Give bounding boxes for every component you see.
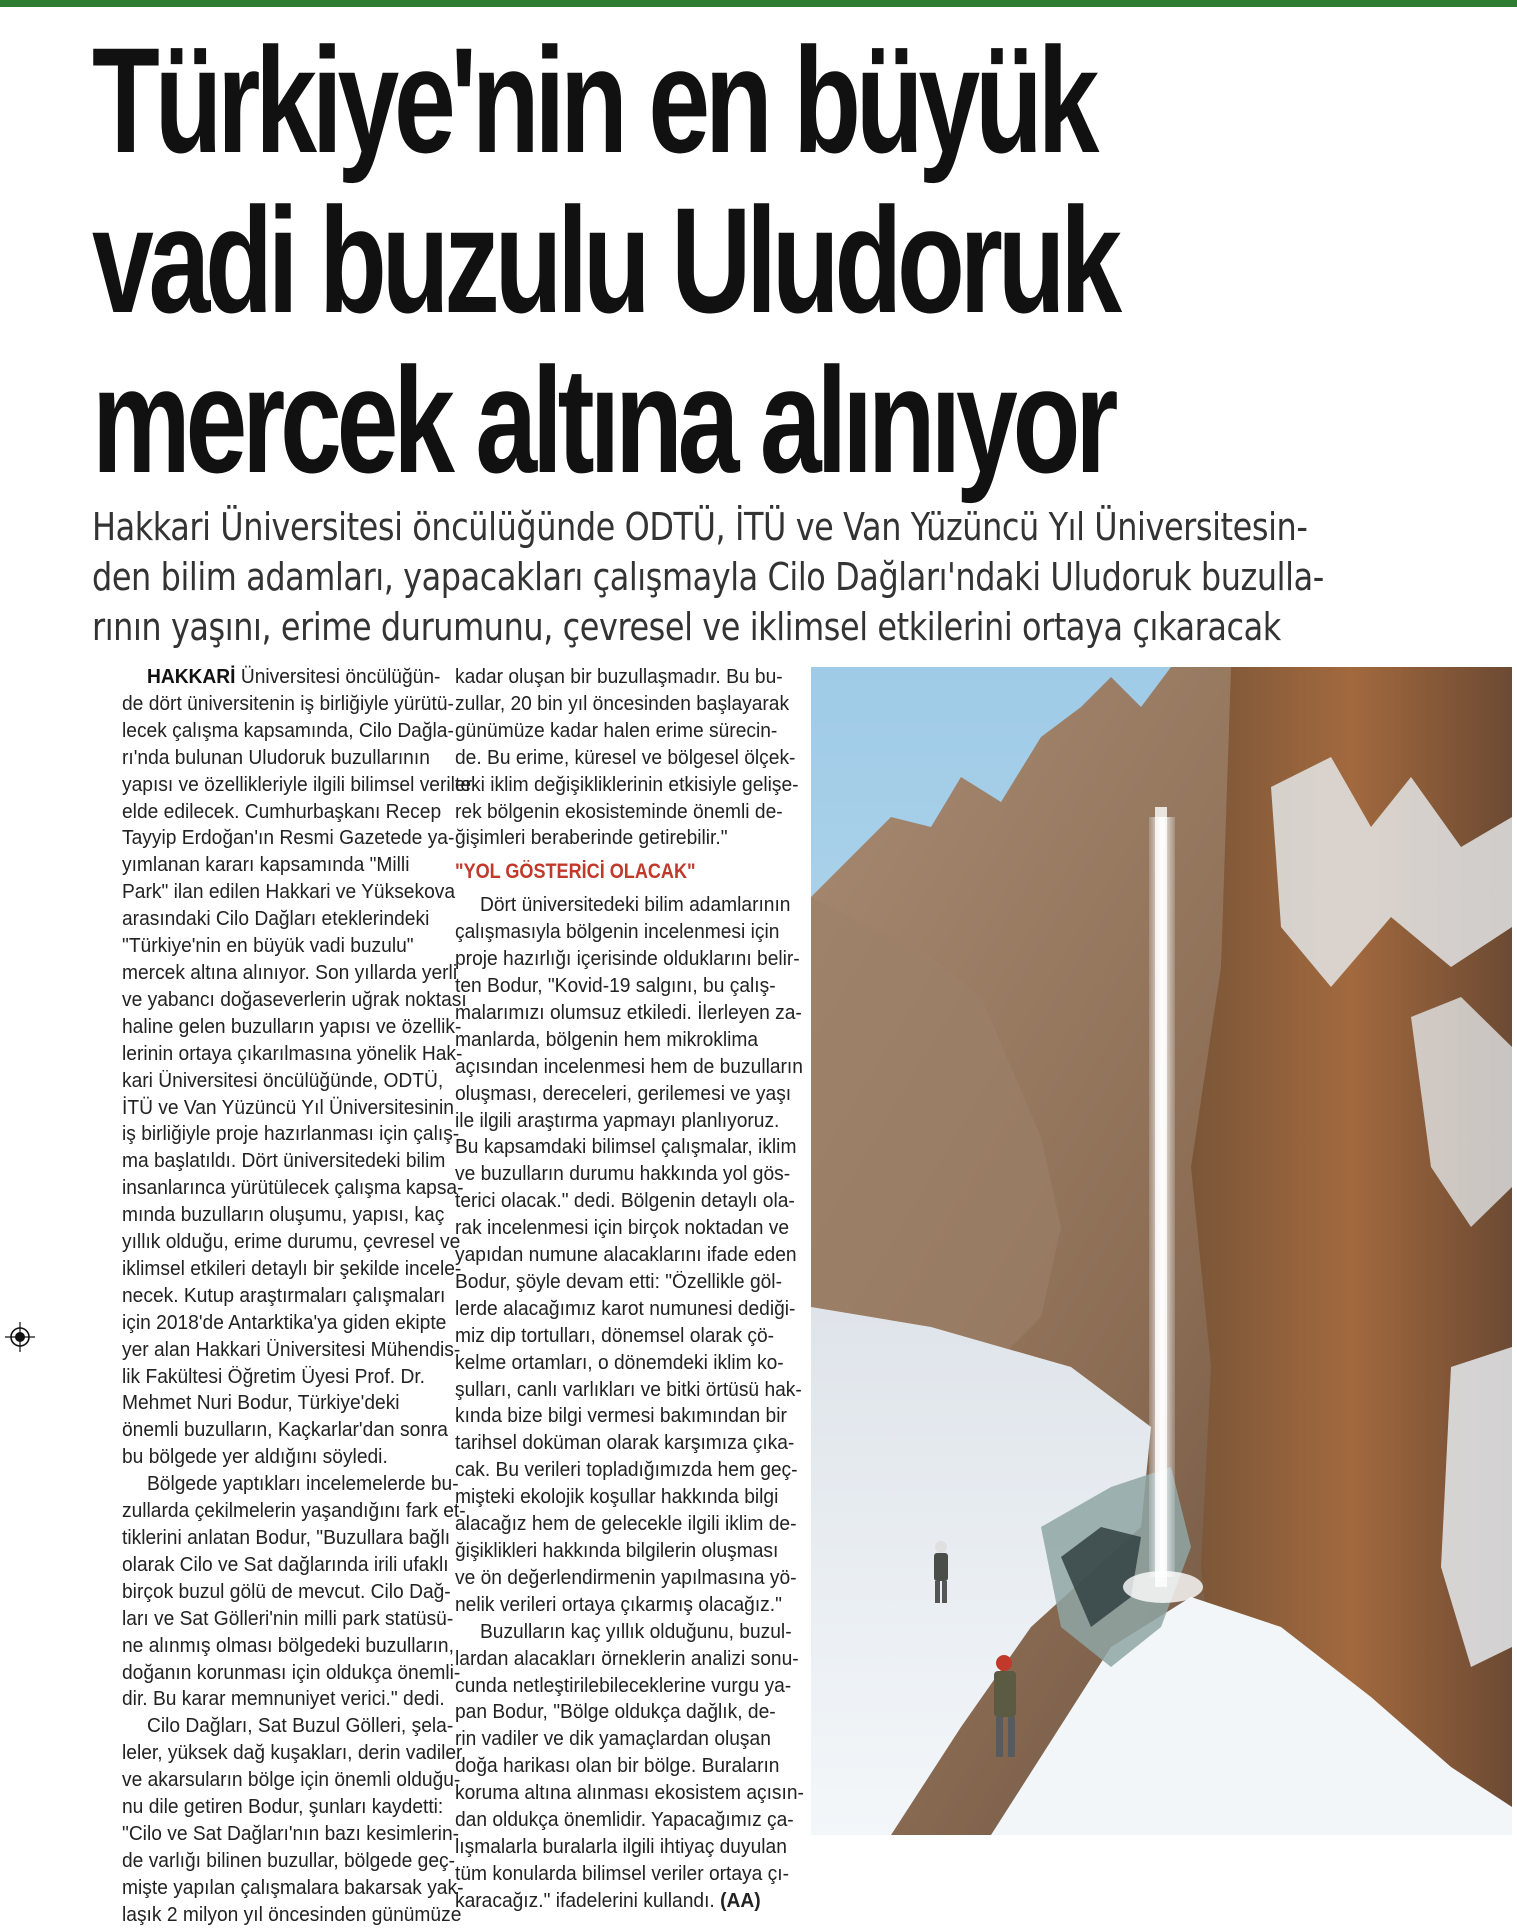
first-line — [122, 664, 444, 691]
text-line: Bodur, şöyle devam etti: "Özellikle göl- — [455, 1270, 782, 1293]
text-line: zullar, 20 bin yıl öncesinden başlayarak — [455, 692, 790, 715]
text-line: dan oldukça önemlidir. Yapacağımız ça- — [455, 1809, 794, 1832]
text-line: iş birliğiyle proje hazırlanması için çalış- — [122, 1123, 460, 1146]
text-line: yımlanan kararı kapsamında "Milli — [122, 854, 410, 877]
text-line: lardan alacakları örneklerin analizi sonu- — [455, 1647, 799, 1670]
text-line: kında bize bilgi vermesi bakımından bir — [455, 1405, 787, 1428]
text-line: Bu kapsamdaki bilimsel çalışmalar, iklim — [455, 1136, 797, 1159]
text-line: arasındaki Cilo Dağları eteklerindeki — [122, 908, 430, 931]
text-line: cak. Bu verileri topladığımızda hem geç- — [455, 1459, 798, 1482]
text-line: malarımızı olumsuz etkiledi. İlerleyen za- — [455, 1001, 802, 1024]
text-line: lerde alacağımız karot numunesi dediği- — [455, 1297, 796, 1320]
text-line: haline gelen buzulların yapısı ve özellik- — [122, 1015, 462, 1038]
text-line: koruma altına alınması ekosistem açısın- — [455, 1782, 804, 1805]
text-line: nu dile getiren Bodur, şunları kaydetti: — [122, 1796, 444, 1819]
text-line: İTÜ ve Van Yüzüncü Yıl Üniversitesinin — [122, 1096, 454, 1119]
text-line: ma başlatıldı. Dört üniversitedeki bilim — [122, 1150, 446, 1173]
text-line: terici olacak." dedi. Bölgenin detaylı ola- — [455, 1190, 795, 1213]
registration-mark-icon — [5, 1322, 35, 1352]
text-line: mercek altına alınıyor. Son yıllarda yerli — [122, 961, 458, 984]
text-line: Park" ilan edilen Hakkari ve Yüksekova — [122, 881, 456, 904]
column-2-bottom-lines — [455, 892, 804, 1888]
text-line: proje hazırlığı içerisinde olduklarını belir- — [455, 948, 800, 971]
headline — [92, 16, 1135, 504]
deck-line: Hakkari Üniversitesi öncülüğünde ODTÜ, İTÜ ve Van Yüzüncü Yıl Üniversitesin- — [92, 505, 1308, 549]
text-line: açısından incelenmesi hem de buzulların — [455, 1055, 803, 1078]
text-line: olarak Cilo ve Sat dağlarında irili ufaklı — [122, 1553, 449, 1576]
text-line: birçok buzul gölü de mevcut. Cilo Dağ- — [122, 1580, 451, 1603]
text-line: bu bölgede yer aldığını söyledi. — [122, 1446, 388, 1469]
text-line: lerinin ortaya çıkarılmasına yönelik Hak- — [122, 1042, 463, 1065]
text-line: lecek çalışma kapsamında, Cilo Dağla- — [122, 719, 454, 742]
text-line: önemli buzulların, Kaçkarlar'dan sonra — [122, 1419, 448, 1442]
text-line: şulları, canlı varlıkları ve bitki örtüsü hak- — [455, 1378, 802, 1401]
text-line: ve ön değerlendirmenin yapılmasına yö- — [455, 1566, 797, 1589]
text-line: "Cilo ve Sat Dağları'nın bazı kesimlerin- — [122, 1822, 460, 1845]
text-line: kelme ortamları, o dönemdeki iklim ko- — [455, 1351, 784, 1374]
body-column-2 — [455, 664, 804, 1915]
photo-illustration — [811, 667, 1512, 1835]
text-line: ğişiklikleri hakkında bilgilerin oluşması — [455, 1540, 779, 1562]
text-line: insanlarınca yürütülecek çalışma kapsa- — [122, 1177, 464, 1200]
top-color-bar — [0, 0, 1517, 7]
text-line: ve akarsuların bölge için önemli olduğu- — [122, 1769, 461, 1792]
text-line: lışmalarla buralarla ilgili ihtiyaç duyulan — [455, 1835, 787, 1858]
text-line: ile ilgili araştırma yapmayı planlıyoruz. — [455, 1109, 780, 1132]
text-line: ve yabancı doğaseverlerin uğrak noktası — [122, 988, 467, 1011]
text-line: ları ve Sat Gölleri'nin milli park statüsü- — [122, 1607, 454, 1630]
text-line: ğişimleri beraberinde getirebilir." — [455, 827, 728, 850]
text-line: kadar oluşan bir buzullaşmadır. Bu bu- — [455, 666, 783, 688]
text-line: Dört üniversitedeki bilim adamlarının — [479, 894, 791, 917]
text-line: doğanın korunması için oldukça önemli- — [122, 1661, 461, 1684]
column-2-top-lines — [455, 664, 799, 852]
text-line: mında buzulların oluşumu, yapısı, kaç — [122, 1204, 445, 1227]
news-agency-credit: (AA) — [720, 1889, 761, 1912]
text-line: tiklerini anlatan Bodur, "Buzullara bağlı — [122, 1527, 451, 1549]
text-line: tüm konularda bilimsel veriler ortaya çı- — [455, 1862, 789, 1885]
text-line: oluşması, dereceleri, gerilemesi ve yaşı — [455, 1082, 792, 1105]
text-line: ten Bodur, "Kovid-19 salgını, bu çalış- — [455, 974, 776, 997]
column-1-lines — [122, 691, 472, 1929]
text-line: lik Fakültesi Öğretim Üyesi Prof. Dr. — [122, 1365, 425, 1388]
text-line: pan Bodur, "Bölge oldukça dağlık, de- — [455, 1701, 776, 1724]
dateline: HAKKARİ — [146, 666, 236, 688]
text-line: necek. Kutup araştırmaları çalışmaları — [122, 1284, 446, 1307]
text-line: ne alınmış olması bölgedeki buzulların, — [122, 1634, 454, 1657]
text-line: de varlığı bilinen buzullar, bölgede geç- — [122, 1849, 456, 1872]
text-line: manlarda, bölgenin hem mikroklima — [455, 1028, 759, 1051]
text-line: laşık 2 milyon yıl öncesinden günümüze — [122, 1903, 462, 1926]
text-line: "Türkiye'nin en büyük vadi buzulu" — [122, 935, 414, 958]
text-line: kari Üniversitesi öncülüğünde, ODTÜ, — [122, 1069, 444, 1092]
text-line: tarihsel doküman olarak karşımıza çıka- — [455, 1432, 795, 1455]
text-line: Bölgede yaptıkları incelemelerde bu- — [146, 1473, 459, 1496]
glacier-waterfall-photo — [811, 667, 1512, 1835]
headline-line: Türkiye'nin en büyük — [92, 16, 1095, 184]
body-column-1 — [122, 664, 472, 1929]
text-line: leler, yüksek dağ kuşakları, derin vadiler — [122, 1742, 463, 1765]
text-line: Tayyip Erdoğan'ın Resmi Gazetede ya- — [122, 827, 455, 850]
text-line: miz dip tortulları, dönemsel olarak çö- — [455, 1324, 775, 1347]
text-line: de dört üniversitenin iş birliğiyle yürütü- — [122, 692, 454, 715]
text-line: nelik verileri ortaya çıkarmış olacağız." — [455, 1593, 782, 1616]
deck-line: den bilim adamları, yapacakları çalışmayla Cilo Dağları'ndaki Uludoruk buzulla- — [92, 555, 1324, 599]
text-line: de. Bu erime, küresel ve bölgesel ölçek- — [455, 746, 796, 769]
closing-text: karacağız." ifadelerini kullandı. — [455, 1889, 721, 1912]
headline-line: mercek altına alınıyor — [92, 336, 1114, 504]
deck-summary — [92, 502, 1502, 652]
text-line: rı'nda bulunan Uludoruk buzullarının — [122, 746, 430, 769]
text-line: ve buzulların durumu hakkında yol gös- — [455, 1163, 791, 1186]
text-line: rek bölgenin ekosisteminde önemli de- — [455, 800, 783, 823]
text-line: yer alan Hakkari Üniversitesi Mühendis- — [122, 1338, 461, 1361]
text-line: için 2018'de Antarktika'ya giden ekipte — [122, 1311, 447, 1334]
text-line: mişte yapılan çalışmalara bakarsak yak- — [122, 1876, 464, 1899]
text-line: iklimsel etkileri detaylı bir şekilde incele- — [122, 1257, 462, 1280]
text-line: yapıdan numune alacaklarını ifade eden — [455, 1244, 797, 1267]
first-line-text: Üniversitesi öncülüğün- — [235, 666, 441, 688]
text-line: Cilo Dağları, Sat Buzul Gölleri, şela- — [146, 1715, 454, 1738]
text-line: doğa harikası olan bir bölge. Buraların — [455, 1755, 780, 1778]
text-line: çalışmasıyla bölgenin incelenmesi için — [455, 921, 780, 944]
text-line: dir. Bu karar memnuniyet verici." dedi. — [122, 1688, 445, 1711]
text-line: Mehmet Nuri Bodur, Türkiye'deki — [122, 1392, 400, 1415]
closing-line — [455, 1888, 774, 1915]
text-line: günümüze kadar halen erime sürecin- — [455, 719, 778, 742]
text-line: cunda netleştirilebileceklerine vurgu ya- — [455, 1674, 792, 1697]
text-line: zullarda çekilmelerin yaşandığını fark et- — [122, 1500, 466, 1523]
text-line: rak incelenmesi için birçok noktadan ve — [455, 1217, 790, 1240]
text-line: yapısı ve özellikleriyle ilgili bilimsel veriler — [122, 773, 472, 796]
headline-line: vadi buzulu Uludoruk — [92, 176, 1117, 344]
text-line: rin vadiler ve dik yamaçlardan oluşan — [455, 1728, 771, 1751]
text-line: alacağız hem de gelecekle ilgili iklim de- — [455, 1513, 797, 1536]
text-line: yıllık olduğu, erime durumu, çevresel ve — [122, 1231, 461, 1254]
text-line: mişteki ekolojik koşullar hakkında bilgi — [455, 1486, 779, 1509]
subheading: "YOL GÖSTERİCİ OLACAK" — [455, 860, 696, 884]
deck-line: rının yaşını, erime durumunu, çevresel ve iklimsel etkilerini ortaya çıkaracak — [92, 605, 1281, 649]
text-line: elde edilecek. Cumhurbaşkanı Recep — [122, 800, 442, 823]
text-line: teki iklim değişikliklerinin etkisiyle gelişe- — [455, 773, 799, 796]
text-line: Buzulların kaç yıllık olduğunu, buzul- — [479, 1620, 792, 1643]
